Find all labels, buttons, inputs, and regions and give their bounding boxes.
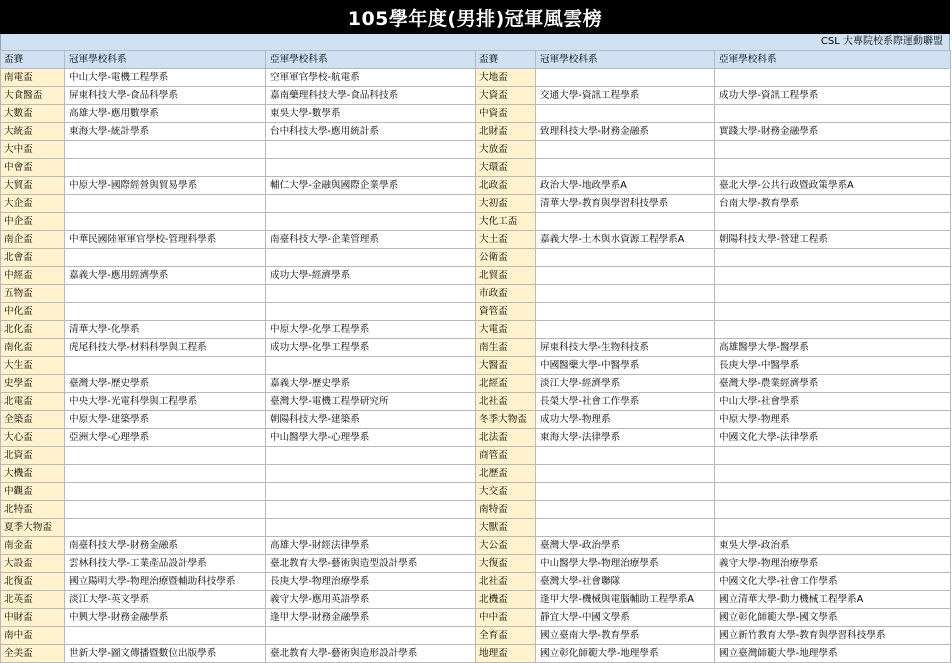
cup-name-cell: 大設盃 bbox=[1, 555, 65, 573]
champion-2-cell: 清華大學-教育與學習科技學系 bbox=[536, 195, 715, 213]
runner-up-2-cell: 中山大學-社會學系 bbox=[715, 393, 951, 411]
cup-name-2-cell: 大電盃 bbox=[476, 321, 536, 339]
champion-2-cell: 東海大學-法律學系 bbox=[536, 429, 715, 447]
runner-up-2-cell: 中原大學-物理系 bbox=[715, 411, 951, 429]
champion-cell bbox=[65, 483, 266, 501]
runner-up-cell: 成功大學-經濟學系 bbox=[266, 267, 476, 285]
champion-2-cell bbox=[536, 501, 715, 519]
table-row bbox=[1, 249, 951, 267]
champion-cell: 中華民國陸軍軍官學校-管理科學系 bbox=[65, 231, 266, 249]
runner-up-2-cell bbox=[715, 267, 951, 285]
champion-cell: 國立陽明大學-物理治療暨輔助科技學系 bbox=[65, 573, 266, 591]
champion-2-cell: 政治大學-地政學系A bbox=[536, 177, 715, 195]
cup-name-2-cell: 大環盃 bbox=[476, 159, 536, 177]
runner-up-cell: 中山醫學大學-心理學系 bbox=[266, 429, 476, 447]
cup-name-2-cell: 中中盃 bbox=[476, 609, 536, 627]
header-cup: 盃賽 bbox=[1, 51, 65, 69]
champion-cell bbox=[65, 519, 266, 537]
runner-up-2-cell bbox=[715, 213, 951, 231]
champion-2-cell: 靜宜大學-中國文學系 bbox=[536, 609, 715, 627]
runner-up-2-cell: 台南大學-教育學系 bbox=[715, 195, 951, 213]
champion-cell bbox=[65, 627, 266, 645]
runner-up-cell bbox=[266, 357, 476, 375]
cup-name-cell: 北會盃 bbox=[1, 249, 65, 267]
table-row bbox=[1, 321, 951, 339]
champion-cell: 臺灣大學-歷史學系 bbox=[65, 375, 266, 393]
champion-2-cell bbox=[536, 519, 715, 537]
runner-up-cell: 臺北教育大學-藝術與造形設計學系 bbox=[266, 645, 476, 663]
cup-name-cell: 中觀盃 bbox=[1, 483, 65, 501]
cup-name-2-cell: 商管盃 bbox=[476, 447, 536, 465]
champion-2-cell bbox=[536, 285, 715, 303]
cup-name-2-cell: 大土盃 bbox=[476, 231, 536, 249]
cup-name-2-cell: 北機盃 bbox=[476, 591, 536, 609]
champion-cell: 高雄大學-應用數學系 bbox=[65, 105, 266, 123]
runner-up-cell bbox=[266, 141, 476, 159]
champion-2-cell bbox=[536, 159, 715, 177]
runner-up-cell: 東吳大學-數學系 bbox=[266, 105, 476, 123]
champion-2-cell: 交通大學-資訊工程學系 bbox=[536, 87, 715, 105]
champion-cell: 中原大學-建築學系 bbox=[65, 411, 266, 429]
cup-name-cell: 大企盃 bbox=[1, 195, 65, 213]
cup-name-2-cell: 北貿盃 bbox=[476, 267, 536, 285]
table-row bbox=[1, 393, 951, 411]
runner-up-cell bbox=[266, 447, 476, 465]
cup-name-cell: 大生盃 bbox=[1, 357, 65, 375]
runner-up-2-cell bbox=[715, 483, 951, 501]
champion-cell: 淡江大學-英文學系 bbox=[65, 591, 266, 609]
cup-name-cell: 大心盃 bbox=[1, 429, 65, 447]
cup-name-cell: 大中盃 bbox=[1, 141, 65, 159]
champion-cell bbox=[65, 213, 266, 231]
runner-up-cell bbox=[266, 159, 476, 177]
cup-name-cell: 南電盃 bbox=[1, 69, 65, 87]
champion-cell: 中央大學-光電科學與工程學系 bbox=[65, 393, 266, 411]
champion-cell: 中興大學-財務金融學系 bbox=[65, 609, 266, 627]
table-row bbox=[1, 357, 951, 375]
runner-up-cell bbox=[266, 627, 476, 645]
champion-2-cell: 致理科技大學-財務金融系 bbox=[536, 123, 715, 141]
runner-up-cell bbox=[266, 501, 476, 519]
table-row bbox=[1, 447, 951, 465]
champion-2-cell bbox=[536, 321, 715, 339]
champion-2-cell: 中國醫藥大學-中醫學系 bbox=[536, 357, 715, 375]
champion-2-cell bbox=[536, 267, 715, 285]
cup-name-2-cell: 大醫盃 bbox=[476, 357, 536, 375]
champion-2-cell bbox=[536, 213, 715, 231]
table-row bbox=[1, 537, 951, 555]
table-row bbox=[1, 555, 951, 573]
champion-cell bbox=[65, 357, 266, 375]
champion-cell bbox=[65, 159, 266, 177]
runner-up-2-cell: 長庚大學-中醫學系 bbox=[715, 357, 951, 375]
champion-2-cell: 臺灣大學-社會聯隊 bbox=[536, 573, 715, 591]
runner-up-cell bbox=[266, 285, 476, 303]
runner-up-2-cell bbox=[715, 159, 951, 177]
champion-cell bbox=[65, 249, 266, 267]
runner-up-cell: 逢甲大學-財務金融學系 bbox=[266, 609, 476, 627]
champion-cell bbox=[65, 465, 266, 483]
champion-cell bbox=[65, 447, 266, 465]
runner-up-cell: 長庚大學-物理治療學系 bbox=[266, 573, 476, 591]
cup-name-2-cell: 北法盃 bbox=[476, 429, 536, 447]
runner-up-2-cell bbox=[715, 519, 951, 537]
table-row bbox=[1, 123, 951, 141]
champion-cell: 雲林科技大學-工業產品設計學系 bbox=[65, 555, 266, 573]
runner-up-cell: 義守大學-應用英語學系 bbox=[266, 591, 476, 609]
runner-up-cell: 嘉義大學-歷史學系 bbox=[266, 375, 476, 393]
cup-name-2-cell: 大化工盃 bbox=[476, 213, 536, 231]
table-row bbox=[1, 87, 951, 105]
champion-2-cell bbox=[536, 249, 715, 267]
champion-2-cell: 國立臺南大學-教育學系 bbox=[536, 627, 715, 645]
cup-name-cell: 北電盃 bbox=[1, 393, 65, 411]
cup-name-cell: 大數盃 bbox=[1, 105, 65, 123]
cup-name-2-cell: 全育盃 bbox=[476, 627, 536, 645]
runner-up-2-cell: 國立新竹教育大學-教育與學習科技學系 bbox=[715, 627, 951, 645]
cup-name-cell: 全築盃 bbox=[1, 411, 65, 429]
table-row bbox=[1, 69, 951, 87]
table-row bbox=[1, 429, 951, 447]
cup-name-2-cell: 資管盃 bbox=[476, 303, 536, 321]
table-header-row bbox=[1, 51, 951, 69]
cup-name-cell: 大機盃 bbox=[1, 465, 65, 483]
champion-2-cell: 淡江大學-經濟學系 bbox=[536, 375, 715, 393]
cup-name-cell: 南化盃 bbox=[1, 339, 65, 357]
table-row bbox=[1, 105, 951, 123]
champion-cell: 中山大學-電機工程學系 bbox=[65, 69, 266, 87]
runner-up-cell: 臺北教育大學-藝術與造型設計學系 bbox=[266, 555, 476, 573]
runner-up-cell: 輔仁大學-金融與國際企業學系 bbox=[266, 177, 476, 195]
organizer-label: CSL 大專院校系際運動聯盟 bbox=[0, 34, 950, 50]
table-row bbox=[1, 195, 951, 213]
cup-name-cell: 中企盃 bbox=[1, 213, 65, 231]
runner-up-2-cell: 臺灣大學-農業經濟學系 bbox=[715, 375, 951, 393]
cup-name-cell: 北英盃 bbox=[1, 591, 65, 609]
runner-up-cell: 朝陽科技大學-建築系 bbox=[266, 411, 476, 429]
cup-name-2-cell: 大公盃 bbox=[476, 537, 536, 555]
cup-name-2-cell: 大復盃 bbox=[476, 555, 536, 573]
runner-up-2-cell bbox=[715, 447, 951, 465]
runner-up-cell bbox=[266, 249, 476, 267]
cup-name-2-cell: 大初盃 bbox=[476, 195, 536, 213]
table-row bbox=[1, 573, 951, 591]
champion-cell: 嘉義大學-應用經濟學系 bbox=[65, 267, 266, 285]
cup-name-2-cell: 北歷盃 bbox=[476, 465, 536, 483]
runner-up-2-cell: 國立清華大學-動力機械工程學系A bbox=[715, 591, 951, 609]
runner-up-2-cell bbox=[715, 285, 951, 303]
cup-name-cell: 南中盃 bbox=[1, 627, 65, 645]
champion-cell bbox=[65, 195, 266, 213]
runner-up-cell: 空軍軍官學校-航電系 bbox=[266, 69, 476, 87]
cup-name-cell: 北資盃 bbox=[1, 447, 65, 465]
runner-up-2-cell bbox=[715, 501, 951, 519]
header-runner-up-2: 亞軍學校科系 bbox=[715, 51, 951, 69]
cup-name-2-cell: 大交盃 bbox=[476, 483, 536, 501]
champion-2-cell bbox=[536, 483, 715, 501]
cup-name-2-cell: 大獸盃 bbox=[476, 519, 536, 537]
cup-name-cell: 北復盃 bbox=[1, 573, 65, 591]
runner-up-2-cell bbox=[715, 105, 951, 123]
champion-2-cell: 臺灣大學-政治學系 bbox=[536, 537, 715, 555]
cup-name-cell: 大貿盃 bbox=[1, 177, 65, 195]
champion-2-cell: 長榮大學-社會工作學系 bbox=[536, 393, 715, 411]
champion-2-cell bbox=[536, 69, 715, 87]
runner-up-2-cell bbox=[715, 303, 951, 321]
cup-name-2-cell: 大資盃 bbox=[476, 87, 536, 105]
champion-cell: 東海大學-統計學系 bbox=[65, 123, 266, 141]
runner-up-2-cell bbox=[715, 69, 951, 87]
champion-cell: 世新大學-圖文傳播暨數位出版學系 bbox=[65, 645, 266, 663]
runner-up-2-cell: 高雄醫學大學-醫學系 bbox=[715, 339, 951, 357]
table-row bbox=[1, 231, 951, 249]
runner-up-2-cell bbox=[715, 249, 951, 267]
table-row bbox=[1, 519, 951, 537]
champion-2-cell: 中山醫學大學-物理治療學系 bbox=[536, 555, 715, 573]
runner-up-2-cell: 國立彰化師範大學-國文學系 bbox=[715, 609, 951, 627]
champion-2-cell: 屏東科技大學-生物科技系 bbox=[536, 339, 715, 357]
cup-name-cell: 夏季大物盃 bbox=[1, 519, 65, 537]
champion-cell: 屏東科技大學-食品科學系 bbox=[65, 87, 266, 105]
table-row bbox=[1, 159, 951, 177]
cup-name-2-cell: 大地盃 bbox=[476, 69, 536, 87]
cup-name-2-cell: 北政盃 bbox=[476, 177, 536, 195]
champion-2-cell: 逢甲大學-機械與電腦輔助工程學系A bbox=[536, 591, 715, 609]
header-champion-2: 冠軍學校科系 bbox=[536, 51, 715, 69]
cup-name-2-cell: 南生盃 bbox=[476, 339, 536, 357]
runner-up-cell: 成功大學-化學工程學系 bbox=[266, 339, 476, 357]
cup-name-cell: 中化盃 bbox=[1, 303, 65, 321]
table-row bbox=[1, 285, 951, 303]
cup-name-cell: 南金盃 bbox=[1, 537, 65, 555]
runner-up-cell: 嘉南藥理科技大學-食品科技系 bbox=[266, 87, 476, 105]
runner-up-2-cell bbox=[715, 321, 951, 339]
runner-up-cell: 中原大學-化學工程學系 bbox=[266, 321, 476, 339]
table-row bbox=[1, 303, 951, 321]
champion-cell bbox=[65, 285, 266, 303]
cup-name-cell: 北化盃 bbox=[1, 321, 65, 339]
cup-name-2-cell: 市政盃 bbox=[476, 285, 536, 303]
champion-cell: 虎尾科技大學-材料科學與工程系 bbox=[65, 339, 266, 357]
cup-name-2-cell: 北經盃 bbox=[476, 375, 536, 393]
runner-up-2-cell: 實踐大學-財務金融學系 bbox=[715, 123, 951, 141]
runner-up-2-cell bbox=[715, 141, 951, 159]
runner-up-2-cell: 國立臺灣師範大學-地理學系 bbox=[715, 645, 951, 663]
cup-name-cell: 南企盃 bbox=[1, 231, 65, 249]
champion-cell: 清華大學-化學系 bbox=[65, 321, 266, 339]
table-row bbox=[1, 375, 951, 393]
table-row bbox=[1, 465, 951, 483]
runner-up-2-cell bbox=[715, 465, 951, 483]
cup-name-2-cell: 中資盃 bbox=[476, 105, 536, 123]
runner-up-cell: 台中科技大學-應用統計系 bbox=[266, 123, 476, 141]
cup-name-2-cell: 大放盃 bbox=[476, 141, 536, 159]
table-row bbox=[1, 591, 951, 609]
runner-up-2-cell: 義守大學-物理治療學系 bbox=[715, 555, 951, 573]
champion-2-cell bbox=[536, 447, 715, 465]
runner-up-cell bbox=[266, 465, 476, 483]
runner-up-2-cell: 東吳大學-政治系 bbox=[715, 537, 951, 555]
cup-name-cell: 中經盃 bbox=[1, 267, 65, 285]
cup-name-2-cell: 地理盃 bbox=[476, 645, 536, 663]
cup-name-cell: 北特盃 bbox=[1, 501, 65, 519]
runner-up-cell: 臺灣大學-電機工程學研究所 bbox=[266, 393, 476, 411]
table-row bbox=[1, 411, 951, 429]
runner-up-2-cell: 朝陽科技大學-營建工程系 bbox=[715, 231, 951, 249]
champion-cell bbox=[65, 303, 266, 321]
table-row bbox=[1, 627, 951, 645]
cup-name-cell: 史學盃 bbox=[1, 375, 65, 393]
champion-2-cell: 成功大學-物理系 bbox=[536, 411, 715, 429]
runner-up-cell bbox=[266, 213, 476, 231]
table-row bbox=[1, 609, 951, 627]
champion-cell: 中原大學-國際經營與貿易學系 bbox=[65, 177, 266, 195]
cup-name-cell: 中會盃 bbox=[1, 159, 65, 177]
cup-name-cell: 大統盃 bbox=[1, 123, 65, 141]
champion-table bbox=[0, 50, 951, 663]
champion-2-cell bbox=[536, 105, 715, 123]
table-row bbox=[1, 177, 951, 195]
runner-up-cell bbox=[266, 519, 476, 537]
runner-up-cell bbox=[266, 303, 476, 321]
cup-name-cell: 大食醫盃 bbox=[1, 87, 65, 105]
runner-up-cell bbox=[266, 483, 476, 501]
cup-name-cell: 五物盃 bbox=[1, 285, 65, 303]
champion-2-cell bbox=[536, 141, 715, 159]
champion-2-cell: 國立彰化師範大學-地理學系 bbox=[536, 645, 715, 663]
champion-cell: 亞洲大學-心理學系 bbox=[65, 429, 266, 447]
cup-name-2-cell: 北社盃 bbox=[476, 393, 536, 411]
table-row bbox=[1, 483, 951, 501]
header-cup-2: 盃賽 bbox=[476, 51, 536, 69]
champion-cell: 南臺科技大學-財務金融系 bbox=[65, 537, 266, 555]
runner-up-2-cell: 中國文化大學-法律學系 bbox=[715, 429, 951, 447]
champion-2-cell bbox=[536, 303, 715, 321]
runner-up-cell bbox=[266, 195, 476, 213]
table-row bbox=[1, 213, 951, 231]
table-row bbox=[1, 339, 951, 357]
cup-name-2-cell: 公衛盃 bbox=[476, 249, 536, 267]
table-row bbox=[1, 501, 951, 519]
page-title: 105學年度(男排)冠軍風雲榜 bbox=[0, 0, 950, 34]
cup-name-cell: 全美盃 bbox=[1, 645, 65, 663]
champion-cell bbox=[65, 141, 266, 159]
table-row bbox=[1, 141, 951, 159]
header-champion: 冠軍學校科系 bbox=[65, 51, 266, 69]
cup-name-2-cell: 北財盃 bbox=[476, 123, 536, 141]
champion-2-cell bbox=[536, 465, 715, 483]
table-row bbox=[1, 645, 951, 663]
cup-name-2-cell: 冬季大物盃 bbox=[476, 411, 536, 429]
cup-name-cell: 中財盃 bbox=[1, 609, 65, 627]
cup-name-2-cell: 北社盃 bbox=[476, 573, 536, 591]
champion-2-cell: 嘉義大學-土木與水資源工程學系A bbox=[536, 231, 715, 249]
cup-name-2-cell: 南特盃 bbox=[476, 501, 536, 519]
runner-up-2-cell: 成功大學-資訊工程學系 bbox=[715, 87, 951, 105]
runner-up-cell: 高雄大學-財經法律學系 bbox=[266, 537, 476, 555]
champion-cell bbox=[65, 501, 266, 519]
table-row bbox=[1, 267, 951, 285]
header-runner-up: 亞軍學校科系 bbox=[266, 51, 476, 69]
runner-up-2-cell: 臺北大學-公共行政暨政策學系A bbox=[715, 177, 951, 195]
runner-up-cell: 南臺科技大學-企業管理系 bbox=[266, 231, 476, 249]
runner-up-2-cell: 中國文化大學-社會工作學系 bbox=[715, 573, 951, 591]
